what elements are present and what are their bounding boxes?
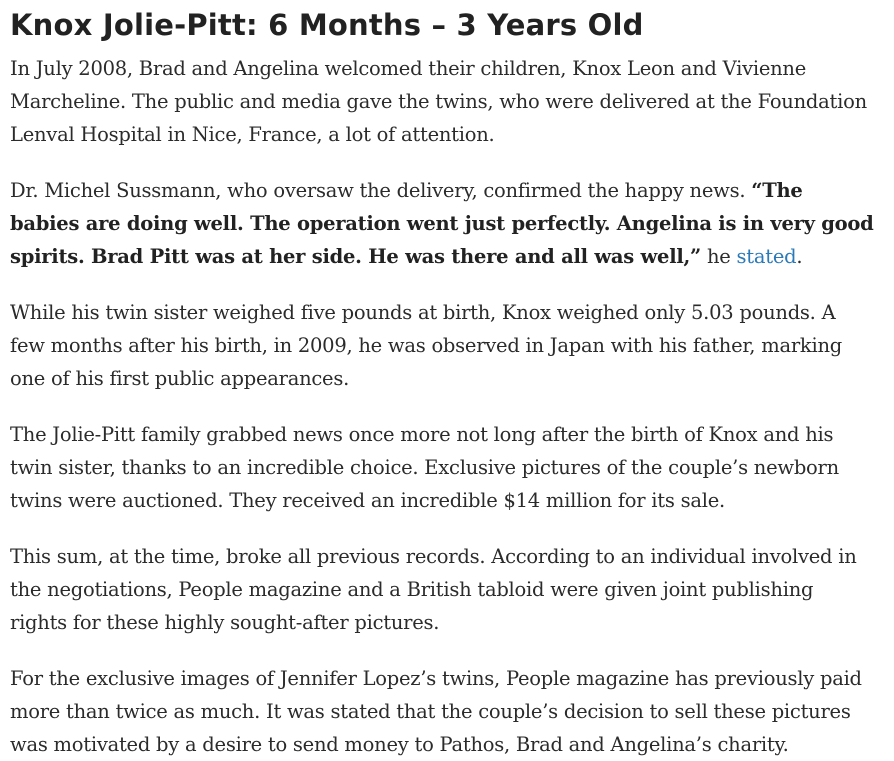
paragraph-2-intro: Dr. Michel Sussmann, who oversaw the delivery, confirmed the happy news. [10, 179, 752, 202]
paragraph-1: In July 2008, Brad and Angelina welcomed their children, Knox Leon and Vivienne Marcheline. The public and media gave the twins, who were delivered at the Foundation Lenval Hospital in Nice, France, a lot of attention. [10, 57, 867, 146]
stated-link[interactable]: stated [736, 245, 797, 268]
paragraph-6: For the exclusive images of Jennifer Lopez’s twins, People magazine has previously paid more than twice as much. It was stated that the couple’s decision to sell these pictures was motivated by a desire to send money to Pathos, Brad and Angelina’s charity. [10, 667, 862, 756]
paragraph-3: While his twin sister weighed five pounds at birth, Knox weighed only 5.03 pounds. A few months after his birth, in 2009, he was observed in Japan with his father, marking one of his first public appearances. [10, 301, 842, 390]
paragraph-4: The Jolie-Pitt family grabbed news once more not long after the birth of Knox and his twin sister, thanks to an incredible choice. Exclusive pictures of the couple’s newborn twins were auctioned. They received an incredible $14 million for its sale. [10, 423, 839, 512]
paragraph-2-end: . [796, 245, 803, 268]
paragraph-2 [10, 174, 874, 273]
article-title: Knox Jolie-Pitt: 6 Months – 3 Years Old [10, 8, 644, 42]
paragraph-5: This sum, at the time, broke all previous records. According to an individual involved in the negotiations, People magazine and a British tabloid were given joint publishing rights for these highly sought-after pictures. [10, 545, 857, 634]
quote-text: “The babies are doing well. The operation went just perfectly. Angelina is in very good spirits. Brad Pitt was at her side. He was there and all was well,” [10, 179, 874, 268]
paragraph-2-after: he [701, 245, 737, 268]
